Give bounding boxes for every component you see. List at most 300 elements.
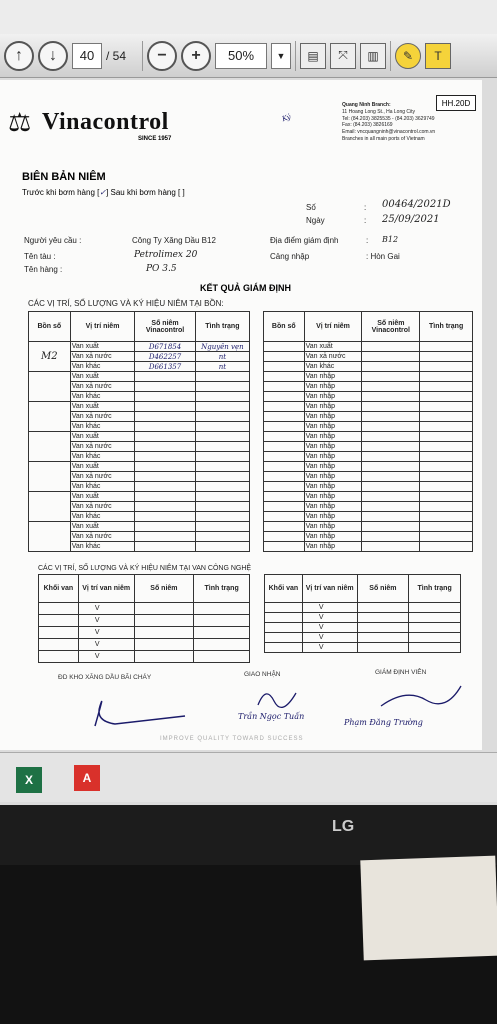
- before-pump-label: Trước khi bơm hàng [: [22, 188, 100, 197]
- status-cell: [195, 472, 249, 482]
- valve-mark-cell: V: [78, 603, 134, 615]
- bon-so-cell: [264, 502, 305, 512]
- seal-number-cell: [362, 482, 420, 492]
- status-cell: [420, 362, 473, 372]
- status-cell: [420, 392, 473, 402]
- seal-number-cell: [135, 532, 195, 542]
- excel-icon[interactable]: X: [16, 767, 42, 793]
- table-row: [265, 643, 461, 653]
- bon-so-cell: [264, 522, 305, 532]
- previous-page-button[interactable]: ↑: [4, 41, 34, 71]
- zoom-dropdown-chevron-icon[interactable]: ▼: [271, 43, 291, 69]
- zoom-in-button[interactable]: +: [181, 41, 211, 71]
- status-cell: [195, 542, 249, 552]
- khoi-van-cell: [265, 623, 303, 633]
- table-row: [264, 422, 473, 432]
- window-top-area: [0, 0, 497, 34]
- status-cell: [420, 502, 473, 512]
- seal-number-cell: [135, 472, 195, 482]
- ngay-label: Ngày: [306, 216, 325, 225]
- so-label: Số: [306, 203, 316, 212]
- seal-number-cell: [362, 502, 420, 512]
- seal-number-cell: [362, 492, 420, 502]
- bon-so-cell: M2: [29, 342, 71, 372]
- table-row: [264, 482, 473, 492]
- vi-tri-cell: Van khác: [70, 512, 135, 522]
- vi-tri-cell: Van xả nước: [70, 472, 135, 482]
- status-cell: [195, 422, 249, 432]
- seal-number-cell: [362, 402, 420, 412]
- status-cell: [420, 342, 473, 352]
- hdr-tinh-trang: Tình trạng: [409, 575, 461, 603]
- table-row: [264, 512, 473, 522]
- seal-number-cell: [135, 482, 195, 492]
- table-row: [29, 462, 250, 472]
- valve-mark-cell: V: [78, 627, 134, 639]
- status-cell: nt: [195, 352, 249, 362]
- valve-mark-cell: V: [302, 623, 357, 633]
- hdr-bon-so: Bồn số: [29, 312, 71, 342]
- bon-so-cell: [264, 542, 305, 552]
- bon-so-cell: [29, 522, 71, 552]
- table-row: [29, 342, 250, 352]
- status-cell: [195, 462, 249, 472]
- vi-tri-cell: Van nhập: [304, 532, 362, 542]
- table-row: [39, 615, 250, 627]
- seal-number-cell: [362, 352, 420, 362]
- section-valve-title: CÁC VỊ TRÍ, SỐ LƯỢNG VÀ KÝ HIỆU NIÊM TẠI VAN CÔNG NGHỆ: [38, 565, 252, 572]
- seal-number-cell: [362, 382, 420, 392]
- vi-tri-cell: Van xuất: [70, 522, 135, 532]
- status-cell: [409, 633, 461, 643]
- valve-mark-cell: V: [78, 651, 134, 663]
- status-cell: [194, 651, 250, 663]
- table-row: [264, 412, 473, 422]
- location-value: B12: [382, 235, 399, 244]
- status-cell: [420, 492, 473, 502]
- status-cell: [195, 492, 249, 502]
- table-row: [39, 627, 250, 639]
- status-cell: [420, 452, 473, 462]
- valve-mark-cell: V: [302, 613, 357, 623]
- seal-number-cell: [135, 462, 195, 472]
- bon-so-cell: [264, 362, 305, 372]
- seal-number-cell: [362, 392, 420, 402]
- document-title: BIÊN BẢN NIÊM: [22, 171, 106, 183]
- table-row: [264, 442, 473, 452]
- vi-tri-cell: Van xuất: [70, 432, 135, 442]
- vi-tri-cell: Van nhập: [304, 382, 362, 392]
- status-cell: [195, 382, 249, 392]
- vi-tri-cell: Van xuất: [70, 402, 135, 412]
- hdr-so-niem: Số niêm Vinacontrol: [362, 312, 420, 342]
- pdf-reader-icon[interactable]: A: [74, 765, 100, 791]
- table-row: [265, 613, 461, 623]
- vi-tri-cell: Van xả nước: [70, 532, 135, 542]
- table-row: [264, 402, 473, 412]
- table-row: [264, 342, 473, 352]
- status-cell: [420, 402, 473, 412]
- seal-number-cell: [362, 522, 420, 532]
- status-cell: [194, 615, 250, 627]
- status-cell: Nguyên vẹn: [195, 342, 249, 352]
- khoi-van-cell: [265, 633, 303, 643]
- hdr-khoi-van: Khối van: [265, 575, 303, 603]
- paper-on-desk: [360, 856, 497, 961]
- taskbar: [0, 752, 497, 802]
- table-row: [39, 651, 250, 663]
- status-cell: [420, 352, 473, 362]
- table-row: [264, 462, 473, 472]
- table-row: [264, 492, 473, 502]
- port-label: Cảng nhập: [270, 252, 310, 261]
- bon-so-cell: [264, 402, 305, 412]
- status-cell: [420, 472, 473, 482]
- status-cell: [409, 623, 461, 633]
- bon-so-cell: [264, 512, 305, 522]
- bon-so-cell: [264, 342, 305, 352]
- status-cell: [195, 482, 249, 492]
- khoi-van-cell: [39, 639, 79, 651]
- status-cell: [195, 442, 249, 452]
- status-cell: [420, 412, 473, 422]
- sign-label-depot: ĐD KHO XĂNG DẦU BÃI CHÁY: [58, 674, 152, 681]
- bon-so-cell: [264, 382, 305, 392]
- valve-mark-cell: V: [302, 603, 357, 613]
- branch-email: Email: vncquangninh@vinacontrol.com.vn: [342, 129, 436, 136]
- branch-street: 11 Hoang Long St., Ha Long City: [342, 108, 416, 115]
- status-cell: [420, 442, 473, 452]
- table-row: [264, 372, 473, 382]
- bon-so-cell: [29, 492, 71, 522]
- hdr-vi-tri-niem: Vị trí niêm: [304, 312, 362, 342]
- seal-number-cell: [362, 372, 420, 382]
- khoi-van-cell: [39, 615, 79, 627]
- port-value: : Hòn Gai: [366, 252, 400, 261]
- branch-list: Branches in all main ports of Vietnam: [342, 135, 425, 142]
- khoi-van-cell: [265, 643, 303, 653]
- status-cell: [409, 613, 461, 623]
- vi-tri-cell: Van khác: [70, 392, 135, 402]
- vi-tri-cell: Van nhập: [304, 452, 362, 462]
- vi-tri-cell: Van khác: [70, 452, 135, 462]
- seal-number-cell: [362, 532, 420, 542]
- khoi-van-cell: [39, 651, 79, 663]
- table-row: [264, 392, 473, 402]
- table-row: [29, 402, 250, 412]
- after-pump-label: ] Sau khi bơm hàng [ ]: [106, 188, 185, 197]
- screen: ↑ ↓ 40 / 54 − + 50% ▼ ▤ ⤧ ▥ ✎ T HH.20D ⚖ Vinacontrol SINCE 1957 Ký Quang Ninh Branch: 11 Hoang Long St., Ha Long City Tel: (84.203) 3825535 - (84.203) 3629749 Fax: (84.203) 3826169 Email: vncquangninh@vinacontrol.com.vn Branches in all main ports of Vietnam BIÊN BẢN NIÊM Trước khi bơm hàng [✓] Sau khi bơm hàng [ ] Số : 00464/2021D Ngày : 25/09/2021 Người yêu cầu : Công Ty Xăng Dầu B12 Địa điểm giám định : B12 Tên tàu : Petrolimex 20 Cảng nhập : Hòn Gai Tên hàng : PO 3.5 KẾT QUẢ GIÁM ĐỊNH CÁC VỊ TRÍ, SỐ LƯỢNG VÀ KÝ HIỆU NIÊM TẠI BỒN: Bồn số Vị trí niêm Số niêm Vinacontrol Tình trạng M2 Van xuất D671854 Nguyên vẹn Van xả nước D462257 nt Van khác D661357 nt Van xuất Van xả nước Van khác Van xuất Van xả nước Van khác Van xuất Van xả nước Van khác Van xuất Van xả nước Van khác Van xuất Van xả nước Van khác Van xuất Van xả nước Van khác Bồn số Vị trí niêm Số niêm Vinacontrol Tình trạng Van xuất Van xả nước Van khác Van nhập Van nhập Van nhập Van nhập Van nhập Van nhập Van nhập Van nhập Van nhập Van nhập Van nhập Van nhập Van nhập Van nhập Van nhập Van nhập Van nhập Van nhập CÁC VỊ TRÍ, SỐ LƯỢNG VÀ KÝ HIỆU NIÊM TẠI VAN CÔNG NGHỆ Khối van Vị trí van niêm Số niêm Tình trạng V V V V V Khối van Vị trí van niêm Số niêm Tình trạng V V V V V ĐD KHO XĂNG DẦU BÃI CHÁY GIAO NHẬN GIÁM ĐỊNH VIÊN Trần Ngọc Tuấn Phạm Đăng Trường IMPROVE QUALITY TOWARD SUCCESS X A: [0, 0, 497, 805]
- company-since: SINCE 1957: [138, 136, 172, 142]
- seal-number-cell: [362, 432, 420, 442]
- table-row: [264, 542, 473, 552]
- bon-so-cell: [29, 462, 71, 492]
- hdr-vi-tri-van-niem: Vị trí van niêm: [78, 575, 134, 603]
- result-title: KẾT QUẢ GIÁM ĐỊNH: [200, 283, 291, 293]
- seal-number-cell: [134, 603, 194, 615]
- seal-number-cell: [362, 422, 420, 432]
- valve-seal-table-left: [38, 574, 250, 663]
- table-row: [264, 452, 473, 462]
- vi-tri-cell: Van xả nước: [70, 442, 135, 452]
- khoi-van-cell: [265, 603, 303, 613]
- status-cell: [420, 512, 473, 522]
- table-row: [264, 532, 473, 542]
- seal-number-cell: [135, 502, 195, 512]
- vi-tri-cell: Van xả nước: [70, 382, 135, 392]
- table-row: [29, 432, 250, 442]
- table-row: [264, 522, 473, 532]
- delivery-signature: [248, 683, 308, 713]
- seal-number-cell: [362, 452, 420, 462]
- status-cell: [420, 462, 473, 472]
- seal-number-cell: [135, 392, 195, 402]
- valve-mark-cell: V: [302, 643, 357, 653]
- hdr-so-niem: Số niêm Vinacontrol: [135, 312, 195, 342]
- status-cell: [195, 532, 249, 542]
- toolbar-separator: [142, 41, 143, 71]
- toolbar-separator: [295, 41, 296, 71]
- ship-value: Petrolimex 20: [134, 250, 198, 260]
- status-cell: [194, 639, 250, 651]
- page-fit-icon[interactable]: ▤: [300, 43, 326, 69]
- bon-so-cell: [264, 532, 305, 542]
- bon-so-cell: [264, 432, 305, 442]
- seal-number-cell: [357, 613, 409, 623]
- location-label: Địa điểm giám định: [270, 236, 339, 245]
- status-cell: nt: [195, 362, 249, 372]
- vi-tri-cell: Van khác: [304, 362, 362, 372]
- seal-number-cell: [357, 623, 409, 633]
- seal-number-cell: [362, 512, 420, 522]
- seal-number-cell: D671854: [135, 342, 195, 352]
- toolbar-separator: [390, 41, 391, 71]
- next-page-button[interactable]: ↓: [38, 41, 68, 71]
- bon-so-cell: [29, 432, 71, 462]
- seal-number-cell: [135, 402, 195, 412]
- vi-tri-cell: Van nhập: [304, 422, 362, 432]
- status-cell: [420, 372, 473, 382]
- status-cell: [420, 482, 473, 492]
- table-row: [29, 372, 250, 382]
- status-cell: [420, 432, 473, 442]
- zoom-out-button[interactable]: −: [147, 41, 177, 71]
- bon-so-cell: [264, 462, 305, 472]
- khoi-van-cell: [39, 627, 79, 639]
- vi-tri-cell: Van nhập: [304, 372, 362, 382]
- monitor-bezel: [0, 805, 497, 865]
- seal-number-cell: [134, 639, 194, 651]
- table-row: [265, 633, 461, 643]
- seal-number-cell: [357, 633, 409, 643]
- bon-so-cell: [264, 352, 305, 362]
- page-number-input[interactable]: 40: [72, 43, 102, 69]
- depot-signature: [85, 686, 195, 736]
- status-cell: [420, 422, 473, 432]
- status-cell: [420, 542, 473, 552]
- vi-tri-cell: Van nhập: [304, 512, 362, 522]
- seal-number-cell: [135, 412, 195, 422]
- vi-tri-cell: Van nhập: [304, 412, 362, 422]
- text-tool-icon[interactable]: T: [425, 43, 451, 69]
- table-row: [29, 492, 250, 502]
- bon-so-cell: [264, 472, 305, 482]
- status-cell: [195, 502, 249, 512]
- seal-number-cell: [362, 362, 420, 372]
- so-value: 00464/2021D: [382, 199, 451, 210]
- vi-tri-cell: Van xuất: [304, 342, 362, 352]
- bon-so-cell: [264, 492, 305, 502]
- seal-number-cell: [362, 412, 420, 422]
- vi-tri-cell: Van nhập: [304, 542, 362, 552]
- status-cell: [195, 412, 249, 422]
- hdr-bon-so: Bồn số: [264, 312, 305, 342]
- seal-number-cell: [362, 472, 420, 482]
- hdr-vi-tri-van-niem: Vị trí van niêm: [302, 575, 357, 603]
- bon-so-cell: [29, 372, 71, 402]
- ship-label: Tên tàu :: [24, 252, 56, 261]
- vi-tri-cell: Van nhập: [304, 482, 362, 492]
- scroll-mode-icon[interactable]: ▥: [360, 43, 386, 69]
- seal-number-cell: [135, 432, 195, 442]
- section-tank-title: CÁC VỊ TRÍ, SỐ LƯỢNG VÀ KÝ HIỆU NIÊM TẠI BỒN:: [28, 299, 224, 308]
- delivery-signer-name: Trần Ngọc Tuấn: [238, 712, 305, 721]
- seal-number-cell: [134, 627, 194, 639]
- seal-number-cell: [135, 442, 195, 452]
- hdr-so-niem: Số niêm: [357, 575, 409, 603]
- valve-mark-cell: V: [78, 615, 134, 627]
- goods-value: PO 3.5: [146, 264, 177, 274]
- ngay-value: 25/09/2021: [382, 214, 440, 225]
- seal-number-cell: [134, 651, 194, 663]
- seal-number-cell: [357, 603, 409, 613]
- vi-tri-cell: Van xả nước: [304, 352, 362, 362]
- tank-seal-table-left: [28, 311, 250, 552]
- status-cell: [420, 522, 473, 532]
- seal-number-cell: D462257: [135, 352, 195, 362]
- vi-tri-cell: Van xả nước: [70, 502, 135, 512]
- status-cell: [195, 452, 249, 462]
- table-row: [264, 472, 473, 482]
- inspector-signature: [376, 682, 466, 712]
- seal-number-cell: [135, 452, 195, 462]
- seal-number-cell: [135, 512, 195, 522]
- bon-so-cell: [264, 412, 305, 422]
- vi-tri-cell: Van xuất: [70, 462, 135, 472]
- seal-number-cell: [135, 542, 195, 552]
- status-cell: [194, 627, 250, 639]
- status-cell: [195, 522, 249, 532]
- bon-so-cell: [264, 442, 305, 452]
- table-row: [264, 502, 473, 512]
- inspector-signer-name: Phạm Đăng Trường: [344, 718, 423, 727]
- vi-tri-cell: Van nhập: [304, 462, 362, 472]
- fit-window-icon[interactable]: ⤧: [330, 43, 356, 69]
- monitor-brand: LG: [332, 818, 355, 835]
- table-row: [264, 362, 473, 372]
- hdr-vi-tri-niem: Vị trí niêm: [70, 312, 135, 342]
- seal-number-cell: [357, 643, 409, 653]
- pump-status-line: [22, 188, 185, 197]
- stamp-signature: Ký: [280, 112, 292, 124]
- vi-tri-cell: Van xả nước: [70, 412, 135, 422]
- form-code: HH.20D: [436, 95, 476, 111]
- vi-tri-cell: Van xuất: [70, 492, 135, 502]
- hdr-tinh-trang: Tình trạng: [420, 312, 473, 342]
- status-cell: [195, 402, 249, 412]
- khoi-van-cell: [39, 603, 79, 615]
- table-row: [265, 603, 461, 613]
- page-total: / 54: [106, 48, 127, 63]
- hdr-tinh-trang: Tình trạng: [194, 575, 250, 603]
- company-name: Vinacontrol: [42, 109, 169, 135]
- bon-so-cell: [264, 482, 305, 492]
- branch-name: Quang Ninh Branch:: [342, 102, 391, 108]
- vi-tri-cell: Van nhập: [304, 472, 362, 482]
- status-cell: [195, 392, 249, 402]
- status-cell: [409, 643, 461, 653]
- hdr-so-niem: Số niêm: [134, 575, 194, 603]
- vi-tri-cell: Van khác: [70, 362, 135, 372]
- status-cell: [195, 432, 249, 442]
- sign-label-delivery: GIAO NHẬN: [244, 671, 281, 678]
- vi-tri-cell: Van xuất: [70, 372, 135, 382]
- seal-number-cell: [135, 492, 195, 502]
- bon-so-cell: [264, 372, 305, 382]
- comment-icon[interactable]: ✎: [395, 43, 421, 69]
- table-row: [39, 603, 250, 615]
- status-cell: [420, 382, 473, 392]
- seal-number-cell: [135, 522, 195, 532]
- valve-seal-table-right: [264, 574, 461, 653]
- table-row: [39, 639, 250, 651]
- vi-tri-cell: Van nhập: [304, 502, 362, 512]
- footer-slogan: IMPROVE QUALITY TOWARD SUCCESS: [160, 736, 304, 742]
- goods-label: Tên hàng :: [24, 265, 63, 274]
- bon-so-cell: [29, 402, 71, 432]
- seal-number-cell: D661357: [135, 362, 195, 372]
- bon-so-cell: [264, 422, 305, 432]
- sign-label-inspector: GIÁM ĐỊNH VIÊN: [375, 669, 427, 676]
- vi-tri-cell: Van khác: [70, 482, 135, 492]
- hdr-tinh-trang: Tình trạng: [195, 312, 249, 342]
- branch-address: [342, 102, 482, 143]
- vi-tri-cell: Van nhập: [304, 442, 362, 452]
- vi-tri-cell: Van nhập: [304, 522, 362, 532]
- valve-mark-cell: V: [78, 639, 134, 651]
- scales-icon: ⚖: [8, 107, 32, 137]
- table-row: [264, 382, 473, 392]
- seal-number-cell: [134, 615, 194, 627]
- valve-mark-cell: V: [302, 633, 357, 643]
- requester-value: Công Ty Xăng Dầu B12: [132, 236, 216, 245]
- vi-tri-cell: Van nhập: [304, 402, 362, 412]
- vi-tri-cell: Van khác: [70, 542, 135, 552]
- khoi-van-cell: [265, 613, 303, 623]
- hdr-khoi-van: Khối van: [39, 575, 79, 603]
- status-cell: [420, 532, 473, 542]
- seal-number-cell: [362, 462, 420, 472]
- zoom-select[interactable]: 50%: [215, 43, 267, 69]
- vinacontrol-logo: [8, 105, 198, 145]
- pdf-toolbar: [0, 34, 497, 78]
- branch-fax: Fax: (84.203) 3826169: [342, 122, 393, 129]
- vi-tri-cell: Van nhập: [304, 492, 362, 502]
- requester-label: Người yêu cầu :: [24, 236, 82, 245]
- before-pump-check: ✓: [99, 188, 107, 197]
- branch-tel: Tel: (84.203) 3825535 - (84.203) 3629749: [342, 115, 435, 122]
- table-row: [264, 432, 473, 442]
